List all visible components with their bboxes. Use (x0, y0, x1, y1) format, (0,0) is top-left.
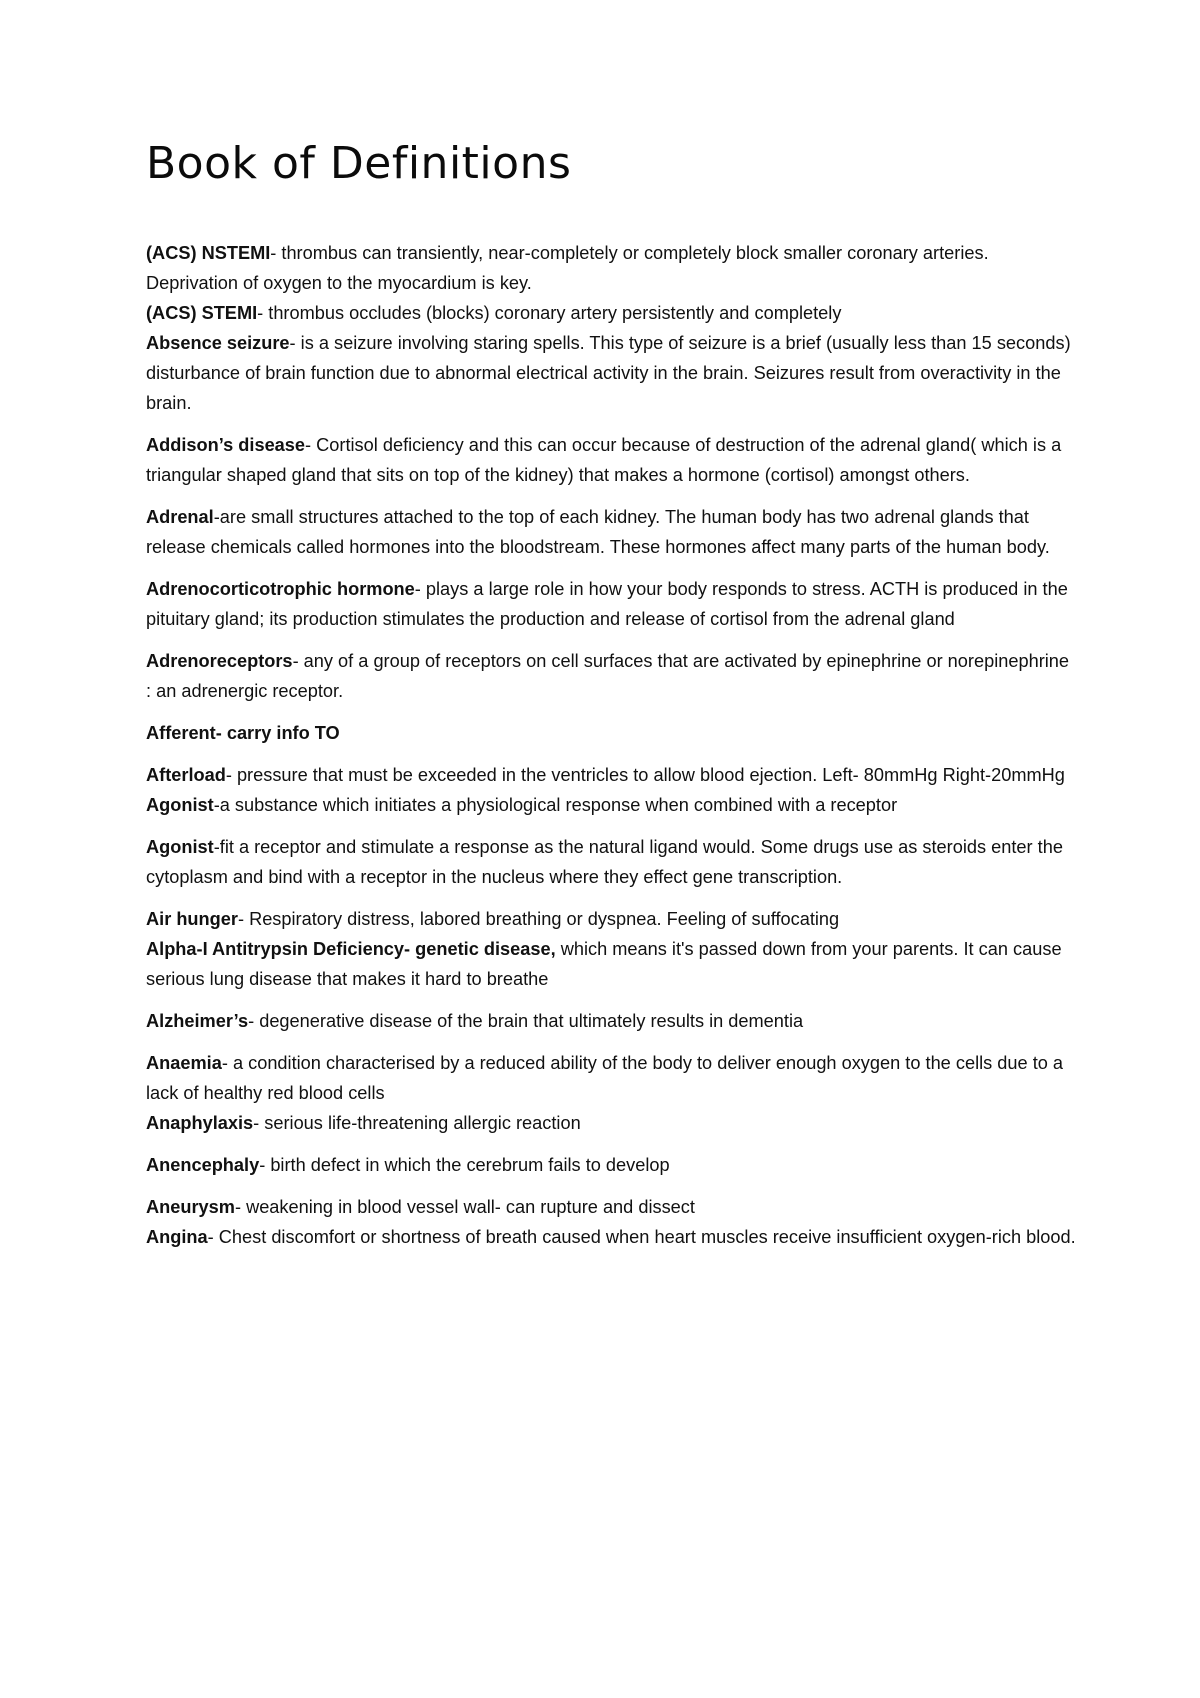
definition-term: Addison’s disease (146, 435, 306, 456)
definition-term: Agonist (146, 837, 214, 858)
definition-entry (146, 1006, 1076, 1036)
definition-entry (146, 1192, 1076, 1222)
definition-entry (146, 760, 1076, 790)
definition-text: - any of a group of receptors on cell surfaces that are activated by epinephrine or norepinephrine : an adrenergic receptor. (146, 651, 1070, 702)
definition-term: Alzheimer’s (146, 1011, 249, 1032)
definition-text: which means it's passed down from your parents. It can cause serious lung disease that makes it hard to breathe (146, 939, 1062, 990)
definition-text: - a condition characterised by a reduced ability of the body to deliver enough oxygen to the cells due to a lack of healthy red blood cells (146, 1053, 1064, 1104)
definition-text: -a substance which initiates a physiological response when combined with a receptor (213, 795, 898, 816)
definition-text: - Respiratory distress, labored breathing or dyspnea. Feeling of suffocating (237, 909, 840, 930)
definition-text: - weakening in blood vessel wall- can rupture and dissect (234, 1197, 695, 1218)
definition-text: - serious life-threatening allergic reaction (253, 1113, 581, 1134)
definition-term: Anaemia (146, 1053, 222, 1074)
definition-term: Agonist (146, 795, 214, 816)
definition-text: - Chest discomfort or shortness of breath caused when heart muscles receive insufficient oxygen-rich blood. (207, 1227, 1076, 1248)
definition-term: Alpha-I Antitrypsin Deficiency- genetic disease, (146, 939, 556, 960)
definition-term: (ACS) STEMI (146, 303, 258, 324)
definition-entry (146, 646, 1076, 706)
page-title: Book of Definitions (146, 138, 572, 189)
definitions-list (146, 238, 1076, 1252)
definition-term: Adrenoreceptors (146, 651, 293, 672)
definition-term: Air hunger (146, 909, 238, 930)
definition-term: Adrenocorticotrophic hormone (146, 579, 415, 600)
definition-term: Anaphylaxis (146, 1113, 254, 1134)
definition-text: - plays a large role in how your body responds to stress. ACTH is produced in the pituitary gland; its production stimulates the production and release of cortisol from the adrenal gland (146, 579, 1068, 630)
definition-entry (146, 298, 1076, 328)
definition-text: - Cortisol deficiency and this can occur because of destruction of the adrenal gland( which is a triangular shaped gland that sits on top of the kidney) that makes a hormone (cortisol) amongst others. (146, 435, 1062, 486)
definition-text: - is a seizure involving staring spells. This type of seizure is a brief (usually less than 15 seconds) disturbance of brain function due to abnormal electrical activity in the brain. Seizures result from overactivity in the brain. (146, 333, 1071, 414)
definition-term: Anencephaly (146, 1155, 260, 1176)
definition-text: - pressure that must be exceeded in the ventricles to allow blood ejection. Left- 80mmHg Right-20mmHg (225, 765, 1065, 786)
definition-entry (146, 790, 1076, 820)
definition-entry (146, 904, 1076, 934)
definition-term: Angina (146, 1227, 208, 1248)
definition-entry (146, 1048, 1076, 1108)
definition-entry (146, 1222, 1076, 1252)
definition-text: - thrombus can transiently, near-completely or completely block smaller coronary arteries. Deprivation of oxygen to the myocardium is key. (146, 243, 989, 294)
definition-entry (146, 502, 1076, 562)
definition-text: - thrombus occludes (blocks) coronary artery persistently and completely (257, 303, 842, 324)
definition-text: - degenerative disease of the brain that ultimately results in dementia (248, 1011, 804, 1032)
definition-entry (146, 574, 1076, 634)
definition-entry (146, 328, 1076, 418)
definition-text: -fit a receptor and stimulate a response as the natural ligand would. Some drugs use as steroids enter the cytoplasm and bind with a receptor in the nucleus where they effect gene transcription. (146, 837, 1063, 888)
definition-entry (146, 1108, 1076, 1138)
definition-entry (146, 430, 1076, 490)
definition-entry (146, 832, 1076, 892)
definition-entry (146, 934, 1076, 994)
definition-term: (ACS) NSTEMI (146, 243, 271, 264)
definition-entry (146, 718, 1076, 748)
definition-term: Afterload (146, 765, 226, 786)
definition-term: Aneurysm (146, 1197, 235, 1218)
definition-term: Adrenal (146, 507, 214, 528)
definition-text: - birth defect in which the cerebrum fails to develop (259, 1155, 670, 1176)
definition-entry (146, 1150, 1076, 1180)
definition-term: Afferent- carry info TO (146, 723, 340, 744)
definition-text: -are small structures attached to the top of each kidney. The human body has two adrenal glands that release chemicals called hormones into the bloodstream. These hormones affect many parts of the human body. (146, 507, 1050, 558)
definition-term: Absence seizure (146, 333, 290, 354)
definition-entry (146, 238, 1076, 298)
